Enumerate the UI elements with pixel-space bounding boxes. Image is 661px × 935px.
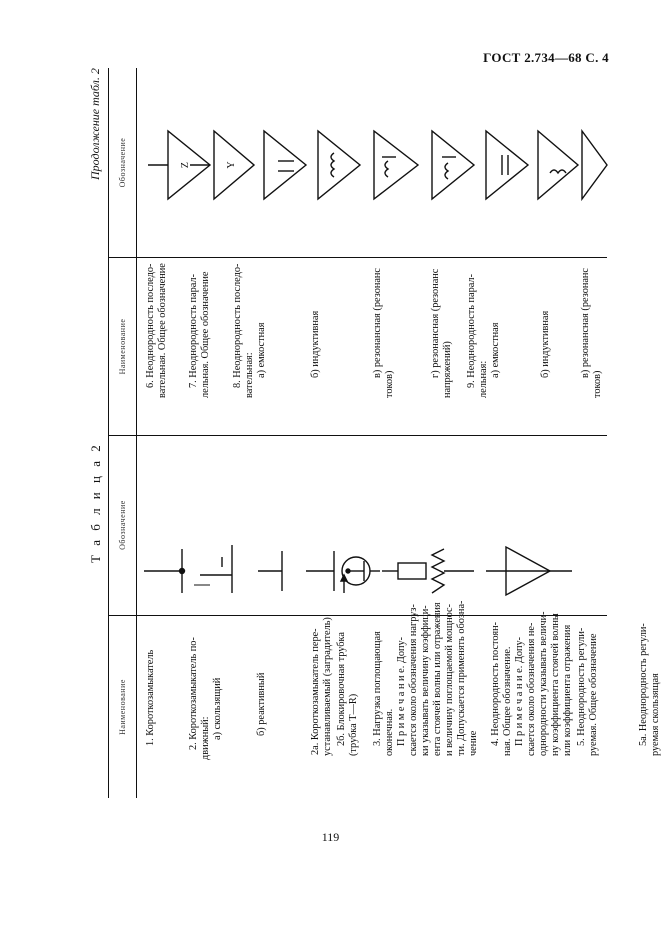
right-column-header-name: Наименование <box>118 318 127 375</box>
parallel-discontinuity-icon <box>214 131 254 199</box>
row-4-note-line4: ну коэффициента стоячей волны <box>550 613 561 756</box>
row-2a-reset-name-line2: устанавливаемый (заградитель) <box>322 617 333 756</box>
parallel-resonant-current-icon <box>582 131 607 199</box>
series-discontinuity-icon <box>148 131 210 199</box>
row-3-name-line2: оконечная. <box>384 708 395 756</box>
row-2b-name: б) реактивный <box>256 672 267 736</box>
adjustable-short-circuiter-icon <box>306 551 347 593</box>
right-symbols <box>82 68 607 257</box>
row-5a-name-line2: руемая скользящая <box>650 673 661 756</box>
row-4-name-line2: ная. Общее обозначение. <box>502 646 513 756</box>
matched-load-icon <box>382 563 426 579</box>
parallel-capacitive-discontinuity-icon <box>486 131 528 199</box>
r-row-8b: б) индуктивная <box>310 310 321 378</box>
r-row-9c-line1: в) резонансная (резонанс <box>580 267 591 378</box>
r-row-9a: а) емкостная <box>490 322 501 378</box>
continuation-caption: Продолжение табл. 2 <box>88 68 102 180</box>
row-2b-tube-name-line2: (трубка Т—R) <box>348 693 359 756</box>
right-column-header-symbol: Обозначение <box>118 137 127 188</box>
row-3-note-line6: ти. Допускается применять обозна- <box>456 600 467 756</box>
r-row-8d-line2: напряжений) <box>442 341 453 398</box>
row-2-name-line1: 2. Короткозамыкатель по- <box>188 637 199 750</box>
r-row-8-line1: 8. Неоднородность последо- <box>232 263 243 388</box>
r-row-6-line2: вательная. Общее обозначение <box>157 263 168 398</box>
row-3-name-line1: 3. Нагрузка поглощающая <box>372 631 383 746</box>
row-3-note-line5: и величину поглощаемой мощнос- <box>444 604 455 756</box>
r-row-9-line2: лельная: <box>478 360 489 398</box>
right-column-divider <box>108 257 607 258</box>
series-inductive-discontinuity-icon <box>318 131 360 199</box>
r-row-9-line1: 9. Неоднородность парал- <box>466 273 477 388</box>
row-2a-reset-name-line1: 2а. Короткозамыкатель пере- <box>310 628 321 755</box>
row-4-note-line5: или коэффициента отражения <box>562 624 573 756</box>
series-capacitive-discontinuity-icon <box>264 131 306 199</box>
svg-text:Y: Y <box>226 161 237 169</box>
page-number: 119 <box>321 830 340 844</box>
r-row-8-line2: вательная: <box>244 352 255 398</box>
r-row-9b: б) индуктивная <box>540 310 551 378</box>
row-2-name-line2: движный: <box>200 716 211 760</box>
table-column-divider <box>108 615 607 616</box>
series-resonant-voltage-icon <box>432 131 474 199</box>
row-4-note-line1: П р и м е ч а н и е. Допу- <box>514 636 525 746</box>
row-4-note-line2: скается около обозначения не- <box>526 622 537 756</box>
row-3-note-line1: П р и м е ч а н и е. Допу- <box>396 636 407 746</box>
row-2a-name: а) скользящий <box>212 677 223 740</box>
r-row-8a: а) емкостная <box>256 322 267 378</box>
sliding-short-circuiter-icon <box>194 545 232 593</box>
r-row-6-line1: 6. Неоднородность последо- <box>145 263 156 388</box>
row-2b-tube-name-line1: 2б. Блокировочная трубка <box>336 632 347 746</box>
row-5-name-line2: руемая. Общее обозначение <box>588 633 599 756</box>
r-row-9c-line2: токов) <box>592 370 603 398</box>
row-5-name-line1: 5. Неоднородность регули- <box>576 627 587 746</box>
r-row-8c-line1: в) резонансная (резонанс <box>372 267 383 378</box>
row-4-note-line3: однородности указывать величи- <box>538 611 549 756</box>
matched-load-alt-icon <box>432 549 474 593</box>
blocking-tube-icon <box>342 557 380 585</box>
row-3-note-line3: ки указывать величину коэффици- <box>420 605 431 756</box>
row-3-note-line4: ента стоячей волны или отражения <box>432 602 443 756</box>
row-3-note-line7: чение <box>468 730 479 756</box>
short-circuiter-icon <box>144 549 185 593</box>
right-table-divider <box>108 435 607 436</box>
column-header-name: Наименование <box>118 679 127 735</box>
rotated-table-area <box>82 68 661 798</box>
r-row-7-line2: лельная. Общее обозначение <box>200 271 211 398</box>
r-row-8c-line2: токов) <box>384 370 395 398</box>
parallel-inductive-discontinuity-icon <box>538 131 578 199</box>
row-5a-name-line1: 5а. Неоднородность регули- <box>638 623 649 746</box>
table-caption: Т а б л и ц а 2 <box>88 442 103 563</box>
row-4-name-line1: 4. Неоднородность постоян- <box>490 621 501 746</box>
row-1-name: 1. Короткозамыкатель <box>145 649 156 746</box>
document-header: ГОСТ 2.734—68 С. 4 <box>483 50 609 65</box>
r-row-8d-line1: г) резонансная (резонанс <box>430 268 441 378</box>
r-row-7-line1: 7. Неоднородность парал- <box>188 273 199 388</box>
column-header-symbol: Обозначение <box>118 500 127 550</box>
reactive-short-circuiter-icon <box>258 551 282 591</box>
row-3-note-line2: скается около обозначения нагруз- <box>408 604 419 756</box>
series-resonant-current-icon <box>374 131 418 199</box>
svg-text:Z: Z <box>180 161 191 169</box>
